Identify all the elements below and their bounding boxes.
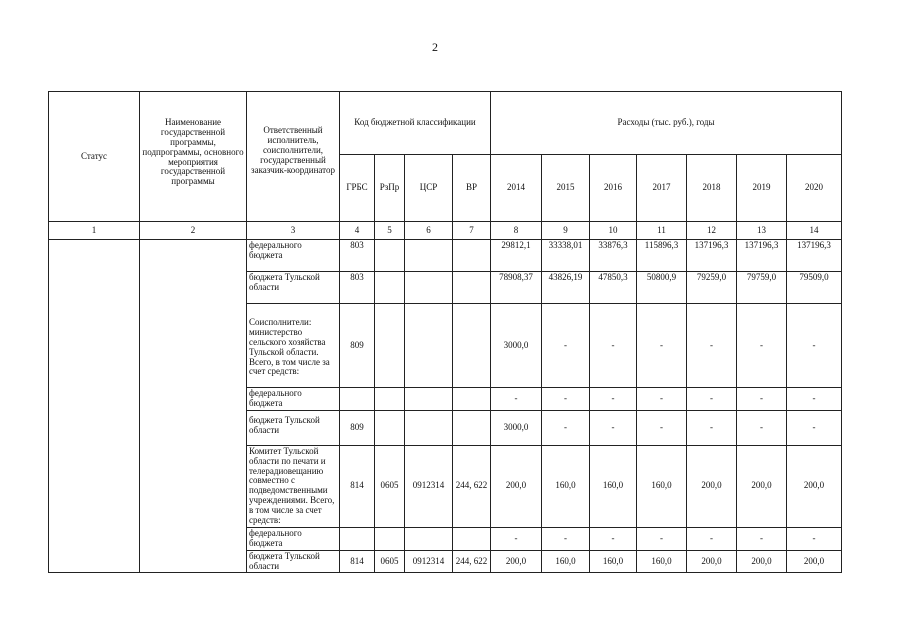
rzpr-cell: 0605 bbox=[375, 445, 405, 527]
header-code-csr: ЦСР bbox=[405, 155, 453, 222]
value-cell: 137196,3 bbox=[687, 240, 737, 272]
value-cell: 160,0 bbox=[637, 445, 687, 527]
value-cell: 78908,37 bbox=[491, 272, 542, 304]
program-name-cell bbox=[140, 240, 247, 573]
value-cell: - bbox=[787, 527, 842, 550]
value-cell: 137196,3 bbox=[737, 240, 787, 272]
value-cell: 3000,0 bbox=[491, 304, 542, 388]
value-cell: - bbox=[491, 527, 542, 550]
header-executor: Ответственный исполнитель, соисполнители, государственный заказчик-координатор bbox=[247, 92, 340, 222]
header-year: 2019 bbox=[737, 155, 787, 222]
csr-cell bbox=[405, 304, 453, 388]
column-number: 5 bbox=[375, 222, 405, 240]
column-number: 10 bbox=[590, 222, 637, 240]
header-code-grbs: ГРБС bbox=[340, 155, 375, 222]
value-cell: 137196,3 bbox=[787, 240, 842, 272]
csr-cell: 0912314 bbox=[405, 445, 453, 527]
page-number: 2 bbox=[432, 40, 438, 54]
value-cell: 200,0 bbox=[491, 445, 542, 527]
value-cell: - bbox=[542, 527, 590, 550]
value-cell: - bbox=[590, 388, 637, 411]
executor-cell: Комитет Тульской области по печати и телерадиовещанию совместно с подведомственными учреждениями. Всего, в том числе за счет средств: bbox=[247, 445, 340, 527]
value-cell: 200,0 bbox=[491, 550, 542, 573]
value-cell: - bbox=[542, 304, 590, 388]
value-cell: 3000,0 bbox=[491, 410, 542, 445]
column-number: 11 bbox=[637, 222, 687, 240]
value-cell: 160,0 bbox=[542, 550, 590, 573]
header-budget-code-group: Код бюджетной классификации bbox=[340, 92, 491, 155]
csr-cell bbox=[405, 527, 453, 550]
csr-cell bbox=[405, 410, 453, 445]
rzpr-cell bbox=[375, 240, 405, 272]
header-status: Статус bbox=[49, 92, 140, 222]
value-cell: - bbox=[590, 410, 637, 445]
csr-cell bbox=[405, 272, 453, 304]
column-number: 13 bbox=[737, 222, 787, 240]
value-cell: 79509,0 bbox=[787, 272, 842, 304]
rzpr-cell: 0605 bbox=[375, 550, 405, 573]
value-cell: - bbox=[637, 304, 687, 388]
value-cell: - bbox=[687, 304, 737, 388]
header-year: 2014 bbox=[491, 155, 542, 222]
grbs-cell: 809 bbox=[340, 304, 375, 388]
header-year: 2015 bbox=[542, 155, 590, 222]
value-cell: - bbox=[787, 304, 842, 388]
value-cell: 33338,01 bbox=[542, 240, 590, 272]
header-code-rzpr: РзПр bbox=[375, 155, 405, 222]
value-cell: 200,0 bbox=[737, 550, 787, 573]
value-cell: - bbox=[687, 388, 737, 411]
vr-cell: 244, 622 bbox=[453, 550, 491, 573]
executor-cell: Соисполнители: министерство сельского хозяйства Тульской области. Всего, в том числе за счет средств: bbox=[247, 304, 340, 388]
value-cell: 33876,3 bbox=[590, 240, 637, 272]
rzpr-cell bbox=[375, 304, 405, 388]
value-cell: - bbox=[737, 527, 787, 550]
grbs-cell: 803 bbox=[340, 272, 375, 304]
value-cell: 79759,0 bbox=[737, 272, 787, 304]
header-code-vr: ВР bbox=[453, 155, 491, 222]
value-cell: 29812,1 bbox=[491, 240, 542, 272]
vr-cell bbox=[453, 527, 491, 550]
column-number: 14 bbox=[787, 222, 842, 240]
grbs-cell bbox=[340, 388, 375, 411]
column-number: 12 bbox=[687, 222, 737, 240]
header-program-name: Наименование государственной программы, подпрограммы, основного мероприятия государственной программы bbox=[140, 92, 247, 222]
value-cell: 200,0 bbox=[687, 550, 737, 573]
value-cell: - bbox=[542, 388, 590, 411]
header-year: 2017 bbox=[637, 155, 687, 222]
value-cell: - bbox=[737, 388, 787, 411]
value-cell: - bbox=[737, 410, 787, 445]
column-number: 8 bbox=[491, 222, 542, 240]
header-year: 2020 bbox=[787, 155, 842, 222]
value-cell: 160,0 bbox=[542, 445, 590, 527]
grbs-cell: 814 bbox=[340, 550, 375, 573]
value-cell: - bbox=[590, 527, 637, 550]
value-cell: 160,0 bbox=[590, 445, 637, 527]
value-cell: - bbox=[542, 410, 590, 445]
value-cell: - bbox=[637, 388, 687, 411]
column-number: 4 bbox=[340, 222, 375, 240]
column-number: 1 bbox=[49, 222, 140, 240]
executor-cell: федерального бюджета bbox=[247, 527, 340, 550]
value-cell: - bbox=[491, 388, 542, 411]
column-number: 2 bbox=[140, 222, 247, 240]
vr-cell bbox=[453, 304, 491, 388]
value-cell: - bbox=[687, 527, 737, 550]
budget-table bbox=[48, 91, 842, 573]
vr-cell bbox=[453, 272, 491, 304]
value-cell: 200,0 bbox=[687, 445, 737, 527]
value-cell: 79259,0 bbox=[687, 272, 737, 304]
value-cell: 200,0 bbox=[737, 445, 787, 527]
vr-cell bbox=[453, 240, 491, 272]
grbs-cell: 809 bbox=[340, 410, 375, 445]
value-cell: - bbox=[590, 304, 637, 388]
executor-cell: бюджета Тульской области bbox=[247, 272, 340, 304]
value-cell: 160,0 bbox=[637, 550, 687, 573]
header-year: 2016 bbox=[590, 155, 637, 222]
grbs-cell: 814 bbox=[340, 445, 375, 527]
executor-cell: федерального бюджета bbox=[247, 388, 340, 411]
value-cell: - bbox=[687, 410, 737, 445]
value-cell: - bbox=[787, 388, 842, 411]
value-cell: 160,0 bbox=[590, 550, 637, 573]
value-cell: 50800,9 bbox=[637, 272, 687, 304]
csr-cell: 0912314 bbox=[405, 550, 453, 573]
value-cell: - bbox=[787, 410, 842, 445]
value-cell: 200,0 bbox=[787, 445, 842, 527]
rzpr-cell bbox=[375, 410, 405, 445]
executor-cell: бюджета Тульской области bbox=[247, 550, 340, 573]
value-cell: 47850,3 bbox=[590, 272, 637, 304]
column-number: 7 bbox=[453, 222, 491, 240]
rzpr-cell bbox=[375, 527, 405, 550]
rzpr-cell bbox=[375, 388, 405, 411]
value-cell: - bbox=[637, 527, 687, 550]
value-cell: - bbox=[637, 410, 687, 445]
column-number: 6 bbox=[405, 222, 453, 240]
table-row bbox=[49, 240, 842, 272]
value-cell: 200,0 bbox=[787, 550, 842, 573]
value-cell: - bbox=[737, 304, 787, 388]
csr-cell bbox=[405, 388, 453, 411]
executor-cell: федерального бюджета bbox=[247, 240, 340, 272]
vr-cell: 244, 622 bbox=[453, 445, 491, 527]
column-number-row bbox=[49, 222, 842, 240]
header-expenses-group: Расходы (тыс. руб.), годы bbox=[491, 92, 842, 155]
csr-cell bbox=[405, 240, 453, 272]
grbs-cell bbox=[340, 527, 375, 550]
executor-cell: бюджета Тульской области bbox=[247, 410, 340, 445]
column-number: 9 bbox=[542, 222, 590, 240]
header-year: 2018 bbox=[687, 155, 737, 222]
value-cell: 43826,19 bbox=[542, 272, 590, 304]
value-cell: 115896,3 bbox=[637, 240, 687, 272]
rzpr-cell bbox=[375, 272, 405, 304]
status-cell bbox=[49, 240, 140, 573]
grbs-cell: 803 bbox=[340, 240, 375, 272]
vr-cell bbox=[453, 388, 491, 411]
column-number: 3 bbox=[247, 222, 340, 240]
vr-cell bbox=[453, 410, 491, 445]
